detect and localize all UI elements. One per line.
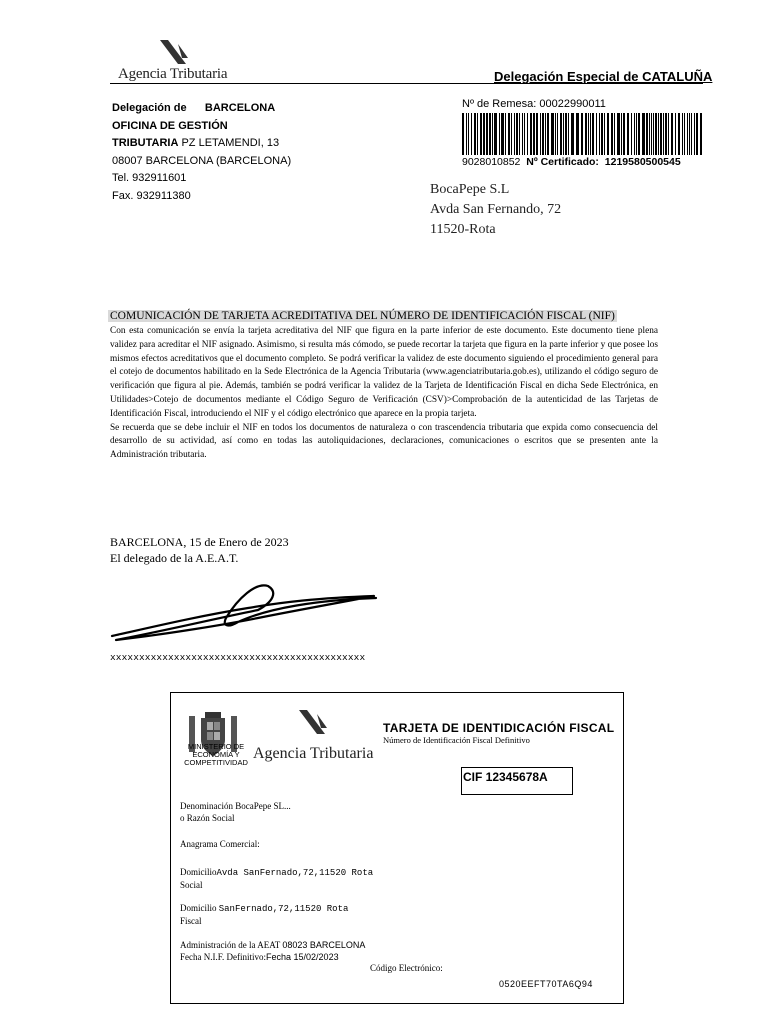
agency-emblem-icon: [158, 38, 192, 66]
communication-paragraph-1: Con esta comunicación se envía la tarjeta acreditativa del NIF que figura en la parte inferior de este documento. Este documento tiene plena validez para acreditar el NIF asignado. Asimismo, si resulta más cómodo, se puede recortar la tarjeta que figura en la parte inferior y que posee los mismos efectos acreditativos que el documento completo. Se podrá verificar la validez de este documento siguiendo el procedimiento general para el cotejo de documentos habilitado en la Sede Electrónica de la Agencia Tributaria (www.agenciatributaria.gob.es), utilizando el código seguro de verificación que figura al pie. Además, también se podrá verificar la validez de la Tarjeta de Identificación Fiscal en dicha Sede Electrónica, en Utilidades>Cotejo de documentos mediante el Código Seguro de Verificación (CSV)>Comprobación de la autenticidad de las Tarjetas de Identificación Fiscal, introduciendo el NIF y el código electrónico que aparece en la propia tarjeta.: [110, 326, 658, 419]
cif-box: CIF 12345678A: [461, 767, 573, 795]
remesa-number: Nº de Remesa: 00022990011: [462, 98, 606, 110]
barcode-icon: [462, 113, 704, 155]
office-line-3: TRIBUTARIA PZ LETAMENDI, 13: [112, 137, 280, 149]
domicilio-social-row: DomicilioAvda SanFernado,72,11520 Rota Social: [180, 867, 374, 890]
signature-block: [110, 534, 289, 566]
recipient-address: [430, 180, 561, 240]
logo-text: Agencia Tributaria: [118, 66, 228, 82]
denominacion-row: Denominación BocaPepe SL... o Razón Social: [180, 801, 291, 823]
office-line-1: Delegación de BARCELONA: [112, 102, 276, 114]
signature-date: BARCELONA, 15 de Enero de 2023: [110, 535, 289, 549]
agencia-tributaria-logo: [110, 38, 240, 86]
office-fax: Fax. 932911380: [112, 189, 191, 202]
card-title: TARJETA DE IDENTIDICACIÓN FISCAL: [383, 721, 615, 735]
card-agency-text: Agencia Tributaria: [253, 745, 374, 762]
tax-id-card: [170, 692, 624, 1004]
card-subtitle: Número de Identificación Fiscal Definitivo: [383, 735, 530, 745]
card-agency-logo: [251, 707, 391, 767]
office-line-4: 08007 BARCELONA (BARCELONA): [112, 154, 292, 167]
handwritten-signature: [108, 578, 383, 646]
signature-signer: El delegado de la A.E.A.T.: [110, 551, 239, 565]
recipient-street: Avda San Fernando, 72: [430, 202, 562, 217]
office-tel: Tel. 932911601: [112, 172, 187, 184]
certificate-line: 9028010852 Nº Certificado: 1219580500545: [462, 156, 681, 168]
delegation-title: Delegación Especial de CATALUÑA: [494, 69, 713, 84]
domicilio-fiscal-row: Domicilio SanFernado,72,11520 Rota Fiscal: [180, 903, 349, 926]
office-address: [112, 100, 291, 205]
electronic-code-label: Código Electrónico:: [370, 963, 443, 973]
communication-paragraph-2: Se recuerda que se debe incluir el NIF en todos los documentos de naturaleza o con trascendencia tributaria que expida como consecuencia del desarrollo de su actividad, así como en todas las autoliquidaciones, declaraciones, comunicaciones o escritos que se presenten ante la Administración tributaria.: [110, 422, 658, 461]
electronic-code-value: 0520EEFT70TA6Q94: [499, 979, 593, 989]
recipient-name: BocaPepe S.L: [430, 182, 510, 197]
office-line-2: OFICINA DE GESTIÓN: [112, 119, 228, 132]
communication-title: COMUNICACIÓN DE TARJETA ACREDITATIVA DEL NÚMERO DE IDENTIFICACIÓN FISCAL (NIF): [110, 310, 615, 322]
communication-body: [110, 325, 658, 463]
cut-line: xxxxxxxxxxxxxxxxxxxxxxxxxxxxxxxxxxxxxxxxxxxx: [110, 652, 366, 663]
ministry-label: MINISTERIO DE ECONOMÍA Y COMPETITIVIDAD: [184, 742, 248, 767]
agency-emblem-icon: [297, 707, 331, 737]
recipient-city: 11520-Rota: [430, 222, 496, 237]
administracion-row: Administración de la AEAT 08023 BARCELONA Fecha N.I.F. Definitivo:Fecha 15/02/2023: [180, 940, 366, 962]
anagrama-row: Anagrama Comercial:: [180, 839, 260, 849]
